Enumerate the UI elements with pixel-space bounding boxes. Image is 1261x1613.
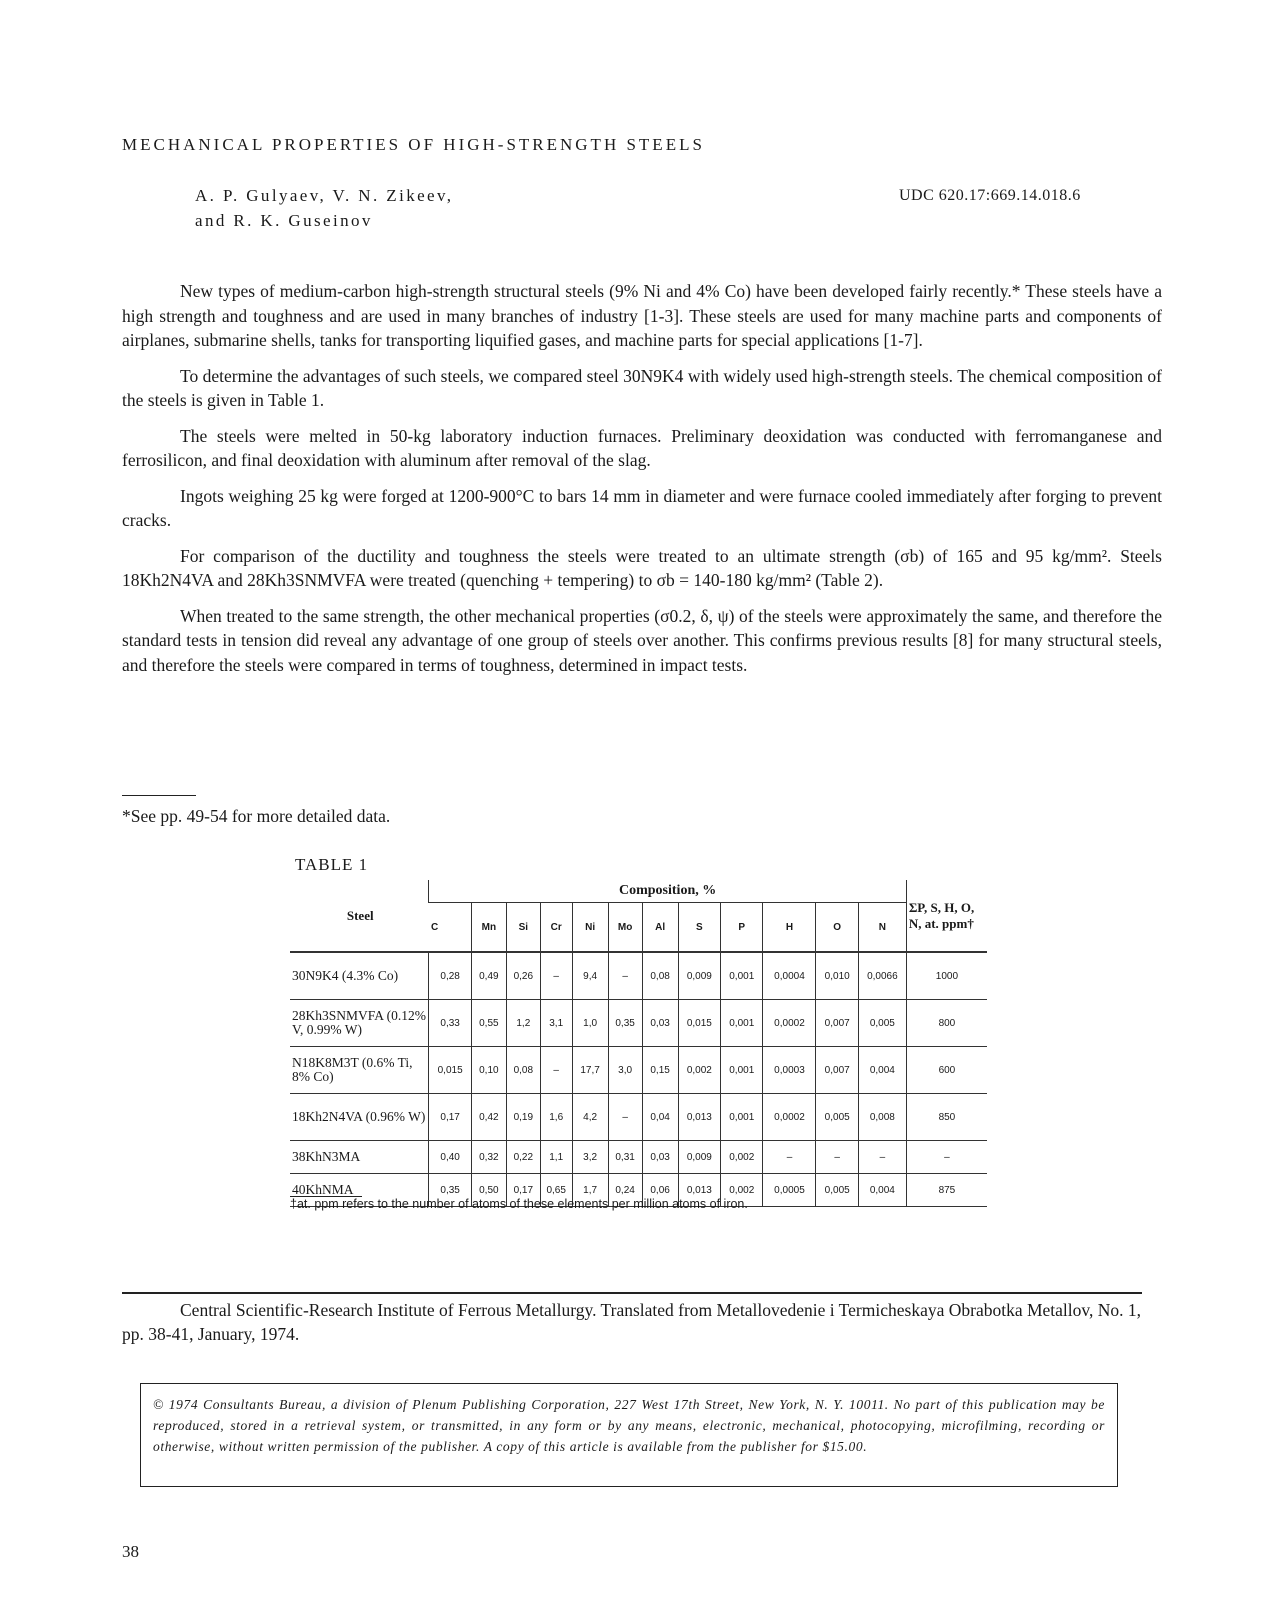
value-cell: 0,17 bbox=[429, 1094, 471, 1141]
copyright-box: © 1974 Consultants Bureau, a division of Plenum Publishing Corporation, 227 West 17th Street, New York, N. Y. 10011. No part of this publication may be reproduced, stored in a retrieval system, or transmitted, in any form or by any means, electronic, mechanical, photocopying, microfilming, recording or otherwise, without written permission of the publisher. A copy of this article is available from the publisher for $15.00. bbox=[140, 1383, 1118, 1487]
element-header-cr: Cr bbox=[540, 903, 572, 953]
value-cell: 0,009 bbox=[678, 952, 720, 1000]
steel-name-cell: 30N9K4 (4.3% Co) bbox=[290, 952, 429, 1000]
value-cell: 0,24 bbox=[608, 1174, 642, 1207]
value-cell: 0,03 bbox=[642, 1141, 678, 1174]
value-cell: 0,007 bbox=[816, 1000, 858, 1047]
element-header-mo: Mo bbox=[608, 903, 642, 953]
sum-cell: – bbox=[906, 1141, 987, 1174]
value-cell: 0,004 bbox=[858, 1047, 906, 1094]
value-cell: 0,31 bbox=[608, 1141, 642, 1174]
value-cell: 0,08 bbox=[506, 1047, 540, 1094]
value-cell: 3,1 bbox=[540, 1000, 572, 1047]
value-cell: – bbox=[540, 952, 572, 1000]
paragraph-5: For comparison of the ductility and toughness the steels were treated to an ultimate strength (σb) of 165 and 95 kg/mm². Steels 18Kh2N4VA and 28Kh3SNMVFA were treated (quenching + tempering) to σb = 140-180 kg/mm² (Table 2). bbox=[122, 545, 1162, 590]
value-cell: 0,004 bbox=[858, 1174, 906, 1207]
element-header-s: S bbox=[678, 903, 720, 953]
value-cell: 0,0004 bbox=[763, 952, 816, 1000]
value-cell: 0,17 bbox=[506, 1174, 540, 1207]
paragraph-6: When treated to the same strength, the other mechanical properties (σ0.2, δ, ψ) of the steels were approximately the same, and therefore the standard tests in tension did reveal any advantage of one group of steels over another. This confirms previous results [8] for many structural steels, and therefore the steels were compared in terms of toughness, determined in impact tests. bbox=[122, 605, 1162, 675]
value-cell: 0,06 bbox=[642, 1174, 678, 1207]
composition-header: Composition, % bbox=[429, 880, 906, 903]
value-cell: 0,10 bbox=[471, 1047, 506, 1094]
value-cell: – bbox=[608, 1094, 642, 1141]
paragraph-2: To determine the advantages of such steels, we compared steel 30N9K4 with widely used high-strength steels. The chemical composition of the steels is given in Table 1. bbox=[122, 365, 1162, 410]
value-cell: 0,010 bbox=[816, 952, 858, 1000]
value-cell: 0,001 bbox=[721, 1000, 763, 1047]
value-cell: 0,015 bbox=[678, 1000, 720, 1047]
value-cell: 0,009 bbox=[678, 1141, 720, 1174]
value-cell: 0,35 bbox=[429, 1174, 471, 1207]
composition-table bbox=[290, 880, 987, 1207]
steel-name-cell: 40KhNMA bbox=[290, 1174, 429, 1207]
value-cell: 0,0066 bbox=[858, 952, 906, 1000]
value-cell: 0,002 bbox=[721, 1141, 763, 1174]
sum-cell: 600 bbox=[906, 1047, 987, 1094]
value-cell: 0,55 bbox=[471, 1000, 506, 1047]
author-line-2: and R. K. Guseinov bbox=[195, 211, 373, 230]
value-cell: 0,33 bbox=[429, 1000, 471, 1047]
element-header-p: P bbox=[721, 903, 763, 953]
table-body bbox=[290, 952, 987, 1207]
sum-cell: 850 bbox=[906, 1094, 987, 1141]
value-cell: 1,7 bbox=[572, 1174, 608, 1207]
value-cell: 0,001 bbox=[721, 1047, 763, 1094]
value-cell: 0,49 bbox=[471, 952, 506, 1000]
element-header-mn: Mn bbox=[471, 903, 506, 953]
value-cell: 0,0003 bbox=[763, 1047, 816, 1094]
steel-name-cell: N18K8M3T (0.6% Ti, 8% Co) bbox=[290, 1047, 429, 1094]
value-cell: 0,65 bbox=[540, 1174, 572, 1207]
value-cell: 0,26 bbox=[506, 952, 540, 1000]
author-line-1: A. P. Gulyaev, V. N. Zikeev, bbox=[195, 186, 454, 205]
table-label: TABLE 1 bbox=[295, 855, 369, 874]
element-header-ni: Ni bbox=[572, 903, 608, 953]
value-cell: – bbox=[608, 952, 642, 1000]
table-row bbox=[290, 1094, 987, 1141]
value-cell: 3,2 bbox=[572, 1141, 608, 1174]
article-title: MECHANICAL PROPERTIES OF HIGH-STRENGTH STEELS bbox=[122, 135, 705, 154]
value-cell: 1,0 bbox=[572, 1000, 608, 1047]
value-cell: 0,19 bbox=[506, 1094, 540, 1141]
value-cell: 1,1 bbox=[540, 1141, 572, 1174]
value-cell: 0,0002 bbox=[763, 1094, 816, 1141]
udc-code: UDC 620.17:669.14.018.6 bbox=[899, 187, 1081, 204]
table-row bbox=[290, 952, 987, 1000]
value-cell: 0,03 bbox=[642, 1000, 678, 1047]
value-cell: – bbox=[540, 1047, 572, 1094]
value-cell: 0,22 bbox=[506, 1141, 540, 1174]
paragraph-1: New types of medium-carbon high-strength structural steels (9% Ni and 4% Co) have been developed fairly recently.* These steels have a high strength and toughness and are used in many branches of industry [1-3]. These steels are used for many machine parts and components of airplanes, submarine shells, tanks for transporting liquified gases, and machine parts for special applications [1-7]. bbox=[122, 281, 1162, 350]
value-cell: – bbox=[858, 1141, 906, 1174]
affiliation-rule bbox=[122, 1292, 1142, 1294]
value-cell: 0,002 bbox=[721, 1174, 763, 1207]
affiliation: Central Scientific-Research Institute of Ferrous Metallurgy. Translated from Metallovedenie i Termicheskaya Obrabotka Metallov, No. 1, pp. 38-41, January, 1974. bbox=[122, 1300, 1142, 1344]
author-list bbox=[195, 183, 453, 233]
element-header-c: C bbox=[430, 921, 439, 933]
value-cell: 3,0 bbox=[608, 1047, 642, 1094]
value-cell: 1,2 bbox=[506, 1000, 540, 1047]
value-cell: 0,0002 bbox=[763, 1000, 816, 1047]
value-cell: – bbox=[763, 1141, 816, 1174]
value-cell: 1,6 bbox=[540, 1094, 572, 1141]
steel-name-cell: 38KhN3MA bbox=[290, 1141, 429, 1174]
footnote: *See pp. 49-54 for more detailed data. bbox=[122, 806, 391, 826]
element-header-n: N bbox=[858, 903, 906, 953]
sum-cell: 875 bbox=[906, 1174, 987, 1207]
value-cell: 0,002 bbox=[678, 1047, 720, 1094]
value-cell: 0,001 bbox=[721, 1094, 763, 1141]
paragraph-4: Ingots weighing 25 kg were forged at 1200-900°C to bars 14 mm in diameter and were furnace cooled immediately after forging to prevent cracks. bbox=[122, 485, 1162, 530]
value-cell: 0,005 bbox=[816, 1174, 858, 1207]
value-cell: 0,40 bbox=[429, 1141, 471, 1174]
table-note: †at. ppm refers to the number of atoms of these elements per million atoms of iron. bbox=[290, 1197, 748, 1211]
value-cell: 0,015 bbox=[429, 1047, 471, 1094]
value-cell: 0,0005 bbox=[763, 1174, 816, 1207]
value-cell: 0,008 bbox=[858, 1094, 906, 1141]
element-header-si: Si bbox=[506, 903, 540, 953]
page-number: 38 bbox=[122, 1542, 139, 1561]
footnote-rule bbox=[122, 795, 196, 796]
value-cell: 17,7 bbox=[572, 1047, 608, 1094]
value-cell: 0,04 bbox=[642, 1094, 678, 1141]
value-cell: 0,42 bbox=[471, 1094, 506, 1141]
sum-cell: 1000 bbox=[906, 952, 987, 1000]
steel-name-cell: 18Kh2N4VA (0.96% W) bbox=[290, 1094, 429, 1141]
value-cell: 0,013 bbox=[678, 1094, 720, 1141]
table-row bbox=[290, 1141, 987, 1174]
value-cell: 9,4 bbox=[572, 952, 608, 1000]
article-body bbox=[122, 279, 1162, 688]
value-cell: 0,005 bbox=[858, 1000, 906, 1047]
element-header-o: O bbox=[816, 903, 858, 953]
value-cell: 0,08 bbox=[642, 952, 678, 1000]
value-cell: 0,35 bbox=[608, 1000, 642, 1047]
table-row bbox=[290, 1000, 987, 1047]
steel-header: Steel bbox=[290, 880, 429, 952]
paragraph-3: The steels were melted in 50-kg laboratory induction furnaces. Preliminary deoxidation was conducted with ferromanganese and ferrosilicon, and final deoxidation with aluminum after removal of the slag. bbox=[122, 425, 1162, 470]
value-cell: 0,001 bbox=[721, 952, 763, 1000]
value-cell: – bbox=[816, 1141, 858, 1174]
value-cell: 0,50 bbox=[471, 1174, 506, 1207]
sum-cell: 800 bbox=[906, 1000, 987, 1047]
value-cell: 0,28 bbox=[429, 952, 471, 1000]
value-cell: 0,007 bbox=[816, 1047, 858, 1094]
value-cell: 0,013 bbox=[678, 1174, 720, 1207]
value-cell: 0,32 bbox=[471, 1141, 506, 1174]
value-cell: 0,15 bbox=[642, 1047, 678, 1094]
sum-header: ΣP, S, H, O, N, at. ppm† bbox=[906, 880, 987, 952]
steel-name-cell: 28Kh3SNMVFA (0.12% V, 0.99% W) bbox=[290, 1000, 429, 1047]
value-cell: 0,005 bbox=[816, 1094, 858, 1141]
element-header-h: H bbox=[763, 903, 816, 953]
element-header-al: Al bbox=[642, 903, 678, 953]
table-row bbox=[290, 1047, 987, 1094]
value-cell: 4,2 bbox=[572, 1094, 608, 1141]
